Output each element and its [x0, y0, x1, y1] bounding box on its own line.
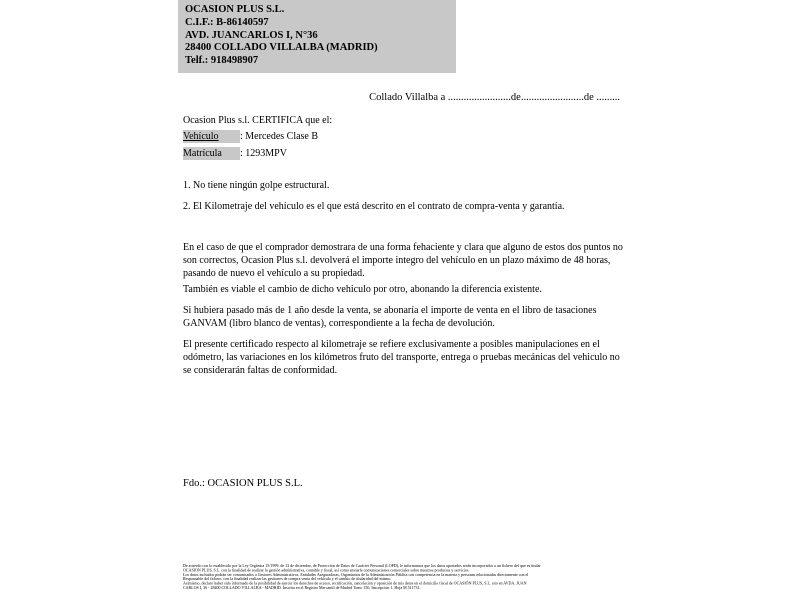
- fineprint-line: CARLOS I, 36 - 28400 COLLADO VILLALBA - MADRID. Inscrita en el Registro Mercantil de Madrid Tomo 150, Inscripción 1, Hoja M 511731.: [183, 585, 421, 590]
- signature-line: Fdo.: OCASION PLUS S.L.: [183, 478, 303, 489]
- paragraph-ganvam: Si hubiera pasado más de 1 año desde la venta, se abonaría el importe de venta en el libro de tasaciones GANVAM (libro blanco de ventas), correspondiente a la fecha de devolución.: [183, 305, 597, 329]
- company-address: AVD. JUANCARLOS I, N°36: [185, 29, 318, 41]
- fineprint-line: OCASION PLUS, S.L. con la finalidad de realizar la gestión administrativa, contable y fiscal, así como enviarle comunicaciones comerciales sobre nuestros productos y servicios.: [183, 567, 470, 573]
- vehicle-value: : Mercedes Clase B: [240, 131, 319, 142]
- paragraph-odometer: El presente certificado respecto al kilometraje se refiere exclusivamente a posibles manipulaciones en el odómetro, las variaciones en los kilómetros fruto del transporte, entrega o pruebas mecánicas del vehiculo no se considerarán faltas de conformidad.: [183, 339, 620, 376]
- fineprint-line: De acuerdo con lo establecido por la Ley Orgánica 15/1999, de 13 de diciembre, de Protección de Datos de Carácter Personal (LOPD), le informamos que los datos aportados serán incorporados a un fichero del que es titular: [183, 563, 541, 568]
- paragraph-refund: En el caso de que el comprador demostrara de una forma fehaciente y clara que alguno de estos dos puntos no son correctos, Ocasion Plus s.l. devolverá el importe integro del vehículo en un plazo máximo de 48 horas, pasando de nuevo el vehículo a su propiedad.: [183, 242, 623, 279]
- certifies-line: Ocasion Plus s.l. CERTIFICA que el:: [183, 115, 333, 126]
- point-1: 1. No tiene ningún golpe estructural.: [183, 180, 330, 191]
- date-line: Collado Villalba a ........................de........................de .........: [369, 92, 620, 103]
- legal-fineprint: [183, 564, 611, 590]
- plate-label: Matrícula: [183, 147, 240, 160]
- vehicle-label: Vehículo: [183, 130, 240, 143]
- paragraph-exchange: También es viable el cambio de dicho vehiculo por otro, abonando la diferencia existente.: [183, 284, 542, 295]
- fineprint-line: Responsable del fichero, con la finalidad realizar las gestiones de compra venta del vehículo y el cambio de titularidad del mismo.: [183, 576, 392, 582]
- company-city: 28400 COLLADO VILLALBA (MADRID): [185, 42, 378, 54]
- fineprint-line: Asimismo, declaro haber sido informado de la posibilidad de ejercer los derechos de acceso, rectificación, cancelación y oposición de mis datos en el domicilio fiscal de OCASIÓN PLUS, S.L. sito en AVDA. JUAN: [183, 581, 527, 586]
- company-cif: C.I.F.: B-86140597: [185, 16, 269, 28]
- fineprint-line: Los datos incluidos podrán ser comunicados a Gestores Administrativos, Entidades Aseguradoras, Organismos de la Administración Pública con competencia en la materia y personas relacionadas directamente con el: [183, 572, 529, 577]
- plate-line: [183, 147, 287, 160]
- plate-value: : 1293MPV: [240, 148, 287, 159]
- company-phone: Telf.: 918498907: [185, 55, 259, 67]
- vehicle-line: [183, 130, 318, 143]
- company-name: OCASION PLUS S.L.: [185, 4, 285, 15]
- point-2: 2. El Kilometraje del vehículo es el que está descrito en el contrato de compra-venta y garantía.: [183, 201, 565, 212]
- company-header-box: [178, 0, 456, 73]
